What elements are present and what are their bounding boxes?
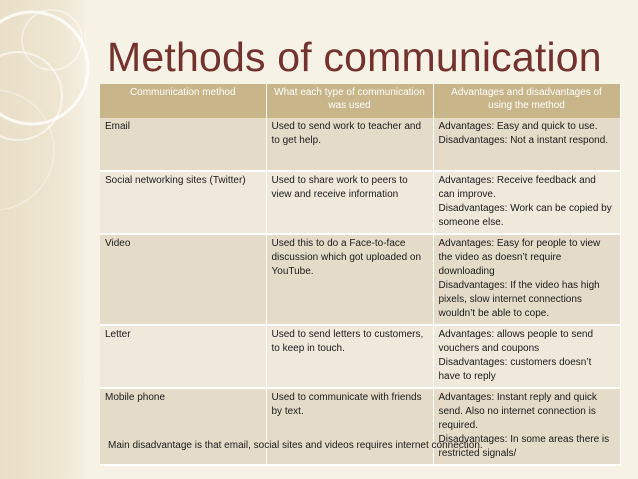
- method-cell: Letter: [100, 325, 266, 388]
- use-cell: Used to share work to peers to view and receive information: [266, 171, 433, 234]
- use-cell: Used to send letters to customers, to keep in touch.: [266, 325, 433, 388]
- slide-title: Methods of communication: [107, 34, 602, 80]
- header-communication-method: Communication method: [100, 84, 266, 118]
- table-row: [100, 171, 620, 234]
- header-advantages-disadvantages: Advantages and disadvantages of using the method: [433, 84, 620, 118]
- table-row: [100, 234, 620, 325]
- decorative-circles: [0, 0, 110, 479]
- method-cell: Mobile phone: [100, 388, 266, 465]
- use-cell: Used to communicate with friends by text.: [266, 388, 433, 465]
- table-row: [100, 325, 620, 388]
- table-header-row: [100, 84, 620, 118]
- pros-cons-cell: Advantages: Receive feedback and can improve. Disadvantages: Work can be copied by someone else.: [433, 171, 620, 234]
- method-cell: Video: [100, 234, 266, 325]
- use-cell: Used to send work to teacher and to get help.: [266, 118, 433, 171]
- method-cell: Email: [100, 118, 266, 171]
- pros-cons-cell: Advantages: Easy for people to view the video as doesn’t require downloading Disadvantages: If the video has high pixels, slow internet connections wouldn’t be able to cope.: [433, 234, 620, 325]
- footnote: Main disadvantage is that email, social sites and videos requires internet connection.: [108, 440, 483, 451]
- header-usage: What each type of communication was used: [266, 84, 433, 118]
- pros-cons-cell: Advantages: Easy and quick to use. Disadvantages: Not a instant respond.: [433, 118, 620, 171]
- table-row: [100, 388, 620, 465]
- table-row: [100, 118, 620, 171]
- communication-table: [100, 84, 621, 466]
- pros-cons-cell: Advantages: allows people to send vouchers and coupons Disadvantages: customers doesn’t have to reply: [433, 325, 620, 388]
- use-cell: Used this to do a Face-to-face discussion which got uploaded on YouTube.: [266, 234, 433, 325]
- method-cell: Social networking sites (Twitter): [100, 171, 266, 234]
- pros-cons-cell: Advantages: Instant reply and quick send. Also no internet connection is required. Disadvantages: In some areas there is restricted signals/: [433, 388, 620, 465]
